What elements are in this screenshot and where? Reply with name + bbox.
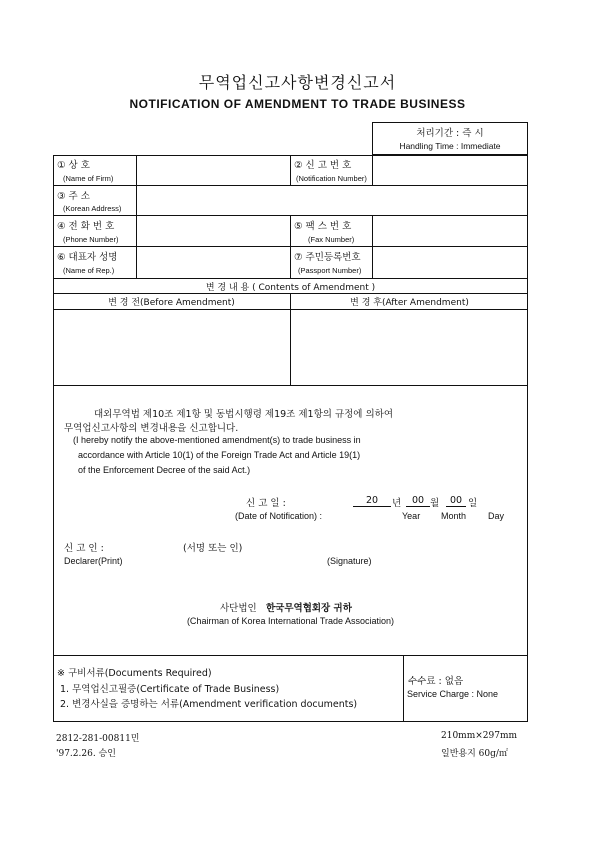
footer-approval: '97.2.26. 승인 xyxy=(56,749,116,759)
declarer-label-en: Declarer(Print) xyxy=(64,556,123,566)
col-divider xyxy=(290,215,291,278)
firm-name-label: ① 상 호 xyxy=(57,160,90,171)
after-amendment-field[interactable] xyxy=(292,311,526,383)
notification-number-field[interactable] xyxy=(374,157,526,183)
col-divider xyxy=(372,155,373,186)
firm-name-sublabel: (Name of Firm) xyxy=(63,174,114,183)
representative-field[interactable] xyxy=(138,248,288,276)
col-divider xyxy=(136,155,137,278)
fax-field[interactable] xyxy=(374,217,526,244)
declaration-en-line1: (I hereby notify the above-mentioned amendment(s) to trade business in xyxy=(73,435,361,445)
phone-field[interactable] xyxy=(138,217,288,244)
handling-time-en: Handling Time : Immediate xyxy=(399,141,501,151)
before-amendment-field[interactable] xyxy=(55,311,288,383)
after-amendment-header: 변 경 후(After Amendment) xyxy=(350,298,469,308)
representative-label: ⑥ 대표자 성명 xyxy=(57,252,118,263)
footer-paper: 일반용지 60g/㎡ xyxy=(441,749,508,759)
addressee-prefix: 사단법인 xyxy=(220,603,257,614)
documents-item-2: 2. 변경사실을 증명하는 서류(Amendment verification documents) xyxy=(60,699,358,710)
handling-time-ko: 처리기간 : 즉 시 xyxy=(416,128,484,139)
date-month-field[interactable]: 00 xyxy=(406,495,430,507)
addressee-en: (Chairman of Korea International Trade Association) xyxy=(186,616,395,626)
documents-header: ※ 구비서류(Documents Required) xyxy=(57,668,212,679)
notification-number-sublabel: (Notification Number) xyxy=(296,174,367,183)
declarer-signature-field[interactable] xyxy=(150,538,350,568)
declarer-label-ko: 신 고 인 : xyxy=(64,543,104,554)
date-label-en: (Date of Notification) : xyxy=(235,511,323,521)
fax-label: ⑤ 팩 스 번 호 xyxy=(294,221,352,232)
handling-time-box xyxy=(372,122,528,155)
date-day-en: Day xyxy=(488,511,505,521)
notification-number-label: ② 신 고 번 호 xyxy=(294,160,352,171)
col-divider xyxy=(290,155,291,186)
resident-number-label: ⑦ 주민등록번호 xyxy=(294,252,361,263)
declaration-ko-line2: 무역업신고사항의 변경내용을 신고합니다. xyxy=(64,423,239,434)
phone-label: ④ 전 화 번 호 xyxy=(57,221,115,232)
row-divider xyxy=(53,278,528,279)
fax-sublabel: (Fax Number) xyxy=(308,235,355,244)
declaration-ko-line1: 대외무역법 제10조 제1항 및 동법시행령 제19조 제1항의 규정에 의하여 xyxy=(94,409,394,420)
contents-header: 변 경 내 용 ( Contents of Amendment ) xyxy=(205,283,376,293)
representative-sublabel: (Name of Rep.) xyxy=(63,266,115,275)
form-title-english: NOTIFICATION OF AMENDMENT TO TRADE BUSINESS xyxy=(129,97,466,111)
row-divider xyxy=(53,655,528,656)
resident-number-sublabel: (Passport Number) xyxy=(298,266,362,275)
row-divider xyxy=(53,385,528,386)
address-sublabel: (Korean Address) xyxy=(63,204,122,213)
date-day-field[interactable]: 00 xyxy=(446,495,466,507)
date-month-en: Month xyxy=(441,511,467,521)
address-field[interactable] xyxy=(138,187,526,213)
date-label-ko: 신 고 일 : xyxy=(246,498,286,509)
service-charge-ko: 수수료 : 없음 xyxy=(408,676,464,687)
date-year-en: Year xyxy=(402,511,421,521)
phone-sublabel: (Phone Number) xyxy=(63,235,119,244)
before-amendment-header: 변 경 전(Before Amendment) xyxy=(108,298,235,308)
date-day-label: 일 xyxy=(468,498,478,509)
date-year-field[interactable]: 20 xyxy=(353,495,391,507)
date-month-label: 월 xyxy=(430,498,440,509)
date-year-label: 년 xyxy=(392,498,402,509)
service-charge-en: Service Charge : None xyxy=(407,689,499,699)
declaration-en-line2: accordance with Article 10(1) of the Foreign Trade Act and Article 19(1) xyxy=(78,450,361,460)
declaration-en-line3: of the Enforcement Decree of the said Act.) xyxy=(78,465,251,475)
addressee-main: 한국무역협회장 귀하 xyxy=(266,603,352,614)
col-divider xyxy=(372,215,373,278)
signature-label-en: (Signature) xyxy=(327,556,372,566)
address-label: ③ 주 소 xyxy=(57,191,90,202)
documents-item-1: 1. 무역업신고필증(Certificate of Trade Business) xyxy=(60,684,280,695)
signature-label-ko: (서명 또는 인) xyxy=(183,543,243,554)
col-divider xyxy=(403,655,404,722)
resident-number-field[interactable] xyxy=(374,248,526,276)
footer-size: 210mm×297mm xyxy=(441,731,518,741)
firm-name-field[interactable] xyxy=(138,157,288,183)
footer-code: 2812-281-00811민 xyxy=(56,734,140,744)
form-title-korean: 무역업신고사항변경신고서 xyxy=(198,73,397,92)
